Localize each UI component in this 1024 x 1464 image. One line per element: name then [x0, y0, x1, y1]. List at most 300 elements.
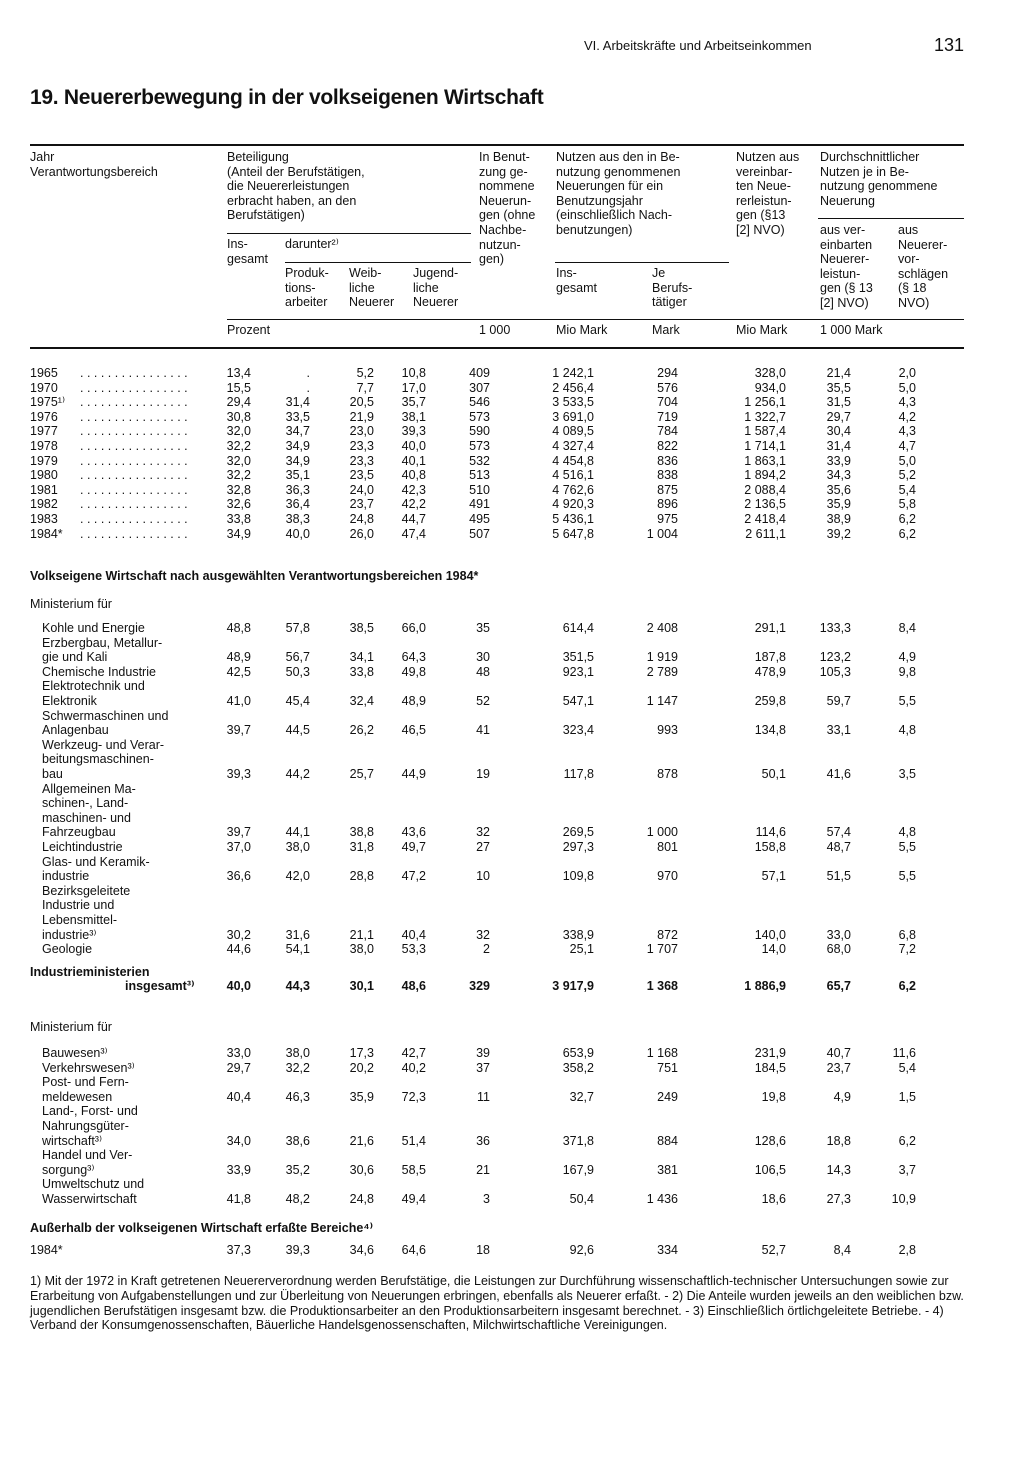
value-cell: 31,8 — [349, 840, 374, 854]
value-cell: 33,1 — [826, 723, 851, 738]
value-cell: 34,9 — [285, 453, 310, 468]
header-nutzen-insgesamt — [556, 266, 597, 295]
unit-tausend: 1 000 — [479, 323, 511, 337]
value-cell: 5,0 — [898, 380, 916, 395]
value-cell: 6,2 — [898, 1133, 916, 1148]
header-line: nommene — [479, 179, 535, 194]
row-label-year: 1978 — [30, 439, 58, 453]
value-cell: 21,4 — [826, 366, 851, 380]
value-cell: 23,5 — [349, 468, 374, 483]
value-cell: 1 004 — [646, 526, 678, 541]
value-cell: 878 — [657, 767, 678, 781]
value-cell: 33,5 — [285, 409, 310, 424]
total-label: insgesamt³⁾ — [125, 979, 195, 994]
value-cell: 14,3 — [826, 1162, 851, 1177]
row-label-area: Anlagenbau — [42, 723, 109, 738]
value-cell: 3 917,9 — [552, 979, 594, 994]
value-cell: 4,8 — [898, 723, 916, 738]
value-cell: 5,2 — [898, 468, 916, 483]
value-cell: 42,3 — [401, 482, 426, 497]
row-label-area: schinen-, Land- — [42, 796, 129, 811]
value-cell: 975 — [657, 512, 678, 526]
value-cell: 896 — [657, 497, 678, 512]
value-cell: 5,4 — [898, 1060, 916, 1075]
header-line: zung ge- — [479, 164, 528, 179]
value-cell: 1 894,2 — [744, 468, 786, 483]
value-cell: 351,5 — [562, 650, 594, 665]
value-cell: 123,2 — [819, 650, 851, 665]
header-line: erbracht haben, an den — [227, 193, 357, 208]
value-cell: 231,9 — [754, 1046, 786, 1060]
value-cell: 2 456,4 — [552, 380, 594, 395]
value-cell: 35,1 — [285, 468, 310, 483]
header-line: Nutzen aus — [736, 150, 800, 164]
value-cell: 48,9 — [401, 694, 426, 708]
value-cell: 751 — [657, 1060, 678, 1075]
value-cell: 19 — [476, 767, 490, 781]
value-cell: 5,5 — [898, 840, 916, 854]
value-cell: 117,8 — [563, 767, 594, 781]
row-label-area: Bauwesen³⁾ — [42, 1046, 108, 1060]
header-produktionsarbeiter — [285, 266, 329, 310]
value-cell: 43,6 — [401, 825, 426, 840]
value-cell: 704 — [657, 395, 678, 410]
value-cell: 28,8 — [349, 869, 374, 884]
value-cell: 3,5 — [898, 767, 916, 781]
value-cell: 513 — [469, 468, 490, 483]
value-cell: 39,7 — [226, 825, 251, 840]
header-line: Produk- — [285, 266, 329, 280]
value-cell: 1 368 — [646, 979, 678, 994]
value-cell: 4 920,3 — [552, 497, 594, 512]
value-cell: 8,4 — [898, 621, 916, 635]
value-cell: 40,7 — [826, 1046, 851, 1060]
row-label-year: 1970 — [30, 380, 58, 395]
value-cell: 2 088,4 — [744, 482, 786, 497]
value-cell: 38,3 — [285, 512, 310, 526]
value-cell: 30,2 — [226, 927, 251, 942]
value-cell: 4 089,5 — [552, 424, 594, 439]
row-label-year: 1981 — [30, 482, 58, 497]
value-cell: 9,8 — [898, 664, 916, 679]
value-cell: 27 — [476, 840, 490, 854]
value-cell: 37 — [476, 1060, 490, 1075]
row-label-area: Leichtindustrie — [42, 840, 123, 854]
value-cell: 32,0 — [226, 453, 251, 468]
value-cell: 872 — [657, 927, 678, 942]
value-cell: 32,2 — [285, 1060, 310, 1075]
value-cell: 72,3 — [401, 1089, 426, 1104]
value-cell: 105,3 — [819, 664, 851, 679]
value-cell: 51,5 — [826, 869, 851, 884]
value-cell: 39,3 — [285, 1243, 310, 1257]
header-line: aus ver- — [820, 223, 866, 237]
value-cell: 6,2 — [898, 512, 916, 526]
value-cell: 40,4 — [401, 927, 426, 942]
value-cell: 44,6 — [226, 942, 251, 957]
value-cell: 56,7 — [285, 650, 310, 665]
value-cell: 48,6 — [401, 979, 426, 994]
value-cell: 4 516,1 — [552, 468, 594, 483]
value-cell: 35,6 — [826, 482, 851, 497]
value-cell: 18,8 — [826, 1133, 851, 1148]
row-label-area: Fahrzeugbau — [42, 825, 116, 840]
value-cell: 50,3 — [285, 664, 310, 679]
value-cell: 547,1 — [562, 694, 594, 708]
header-line: gesamt — [227, 251, 268, 266]
value-cell: 507 — [469, 526, 490, 541]
row-label-area: Nahrungsgüter- — [42, 1119, 129, 1133]
header-line: tätiger — [652, 295, 687, 310]
row-label-area: Schwermaschinen und — [42, 708, 169, 723]
value-cell: 21,1 — [349, 927, 374, 942]
value-cell: 32 — [476, 927, 490, 942]
value-cell: 1 863,1 — [744, 453, 786, 468]
value-cell: 32,0 — [226, 424, 251, 439]
row-label-area: Werkzeug- und Verar- — [42, 737, 165, 752]
value-cell: 934,0 — [754, 380, 786, 395]
value-cell: 2 — [483, 942, 490, 957]
value-cell: 2 418,4 — [744, 512, 786, 526]
value-cell: 59,7 — [826, 694, 851, 708]
value-cell: 371,8 — [562, 1133, 594, 1148]
value-cell: 48,8 — [226, 621, 251, 635]
header-line: Nachbe- — [479, 222, 527, 237]
value-cell: 44,5 — [285, 723, 310, 738]
value-cell: 2 408 — [646, 621, 678, 635]
value-cell: 109,8 — [562, 869, 594, 884]
value-cell: 1 587,4 — [744, 424, 786, 439]
value-cell: 38,9 — [826, 512, 851, 526]
value-cell: 38,0 — [285, 1046, 310, 1060]
row-label-year: 1980 — [30, 468, 58, 483]
value-cell: 7,2 — [898, 942, 916, 957]
value-cell: 184,5 — [754, 1060, 786, 1075]
value-cell: 35,5 — [826, 380, 851, 395]
value-cell: 26,2 — [349, 723, 374, 738]
unit-prozent: Prozent — [227, 323, 271, 337]
header-line: Verantwortungsbereich — [30, 164, 158, 179]
value-cell: 1 714,1 — [744, 439, 786, 453]
value-cell: 34,6 — [349, 1243, 374, 1257]
header-line: vor- — [898, 252, 920, 267]
header-line: NVO) — [898, 295, 930, 310]
row-label-area: Industrie und — [42, 898, 115, 913]
value-cell: 5,8 — [898, 497, 916, 512]
value-cell: 2,0 — [898, 366, 916, 380]
value-cell: 64,6 — [401, 1243, 426, 1257]
leader-dots: . . . . . . . . . . . . . . . . — [80, 424, 188, 439]
value-cell: 58,5 — [401, 1162, 426, 1177]
value-cell: 249 — [657, 1089, 678, 1104]
value-cell: 42,2 — [401, 497, 426, 512]
value-cell: 532 — [469, 453, 490, 468]
header-line: Neuerer- — [898, 237, 948, 252]
value-cell: 37,0 — [226, 840, 251, 854]
value-cell: 54,1 — [285, 942, 310, 957]
value-cell: 30,4 — [826, 424, 851, 439]
header-line: vereinbar- — [736, 164, 793, 179]
value-cell: 5,0 — [898, 453, 916, 468]
value-cell: 573 — [469, 409, 490, 424]
value-cell: 30 — [476, 650, 490, 665]
value-cell: 18,6 — [761, 1192, 786, 1206]
header-line: benutzungen) — [556, 222, 633, 237]
value-cell: 1 919 — [646, 650, 678, 665]
value-cell: 836 — [657, 453, 678, 468]
value-cell: 57,4 — [826, 825, 851, 840]
row-label-area: gie und Kali — [42, 650, 108, 665]
value-cell: 993 — [657, 723, 678, 738]
value-cell: 39,2 — [826, 526, 851, 541]
unit-mio-mark: Mio Mark — [556, 323, 608, 337]
value-cell: 6,8 — [898, 927, 916, 942]
value-cell: 19,8 — [761, 1089, 786, 1104]
value-cell: 49,4 — [401, 1192, 426, 1206]
value-cell: 24,8 — [349, 512, 374, 526]
header-line: Jahr — [30, 150, 55, 164]
value-cell: . — [306, 366, 310, 380]
value-cell: 20,5 — [349, 395, 374, 410]
value-cell: 590 — [469, 424, 490, 439]
value-cell: 39 — [476, 1046, 490, 1060]
value-cell: 34,9 — [285, 439, 310, 453]
value-cell: 36 — [476, 1133, 490, 1148]
value-cell: 24,0 — [349, 482, 374, 497]
value-cell: 2 136,5 — [744, 497, 786, 512]
section-heading-outside: Außerhalb der volkseigenen Wirtschaft erfaßte Bereiche⁴⁾ — [30, 1221, 374, 1235]
header-line: einbarten — [820, 237, 873, 252]
value-cell: 3 — [483, 1192, 490, 1206]
value-cell: 50,4 — [569, 1192, 594, 1206]
row-label-area: Bezirksgeleitete — [42, 883, 131, 898]
value-cell: 510 — [469, 482, 490, 497]
value-cell: 884 — [657, 1133, 678, 1148]
value-cell: 1,5 — [898, 1089, 916, 1104]
value-cell: 40,4 — [226, 1089, 251, 1104]
row-label-area: Allgemeinen Ma- — [42, 781, 136, 796]
value-cell: 42,5 — [226, 664, 251, 679]
header-line: arbeiter — [285, 295, 328, 310]
header-line: Berufs- — [652, 280, 693, 295]
header-line: Je — [652, 266, 666, 280]
header-line: (einschließlich Nach- — [556, 208, 673, 223]
value-cell: 106,5 — [754, 1162, 786, 1177]
value-cell: 291,1 — [754, 621, 786, 635]
value-cell: 4,9 — [898, 650, 916, 665]
header-beteiligung — [227, 150, 365, 223]
leader-dots: . . . . . . . . . . . . . . . . — [80, 439, 188, 453]
header-line: Neuerungen für ein — [556, 179, 664, 194]
leader-dots: . . . . . . . . . . . . . . . . — [80, 468, 188, 483]
row-label-area: Chemische Industrie — [42, 664, 156, 679]
value-cell: 23,7 — [826, 1060, 851, 1075]
value-cell: 51,4 — [401, 1133, 426, 1148]
value-cell: 923,1 — [562, 664, 594, 679]
header-nutzen-je — [652, 266, 692, 310]
value-cell: 32 — [476, 825, 490, 840]
value-cell: 34,7 — [285, 424, 310, 439]
value-cell: 48 — [476, 664, 490, 679]
header-darunter: darunter²⁾ — [285, 237, 339, 251]
value-cell: 1 886,9 — [744, 979, 786, 994]
value-cell: 44,9 — [401, 767, 426, 781]
value-cell: 11,6 — [892, 1046, 916, 1060]
value-cell: 269,5 — [562, 825, 594, 840]
row-label-area: Geologie — [42, 942, 93, 957]
row-label-area: Elektronik — [42, 694, 97, 708]
value-cell: 614,4 — [562, 621, 594, 635]
value-cell: 546 — [469, 395, 490, 410]
value-cell: 31,4 — [826, 439, 851, 453]
value-cell: 35,7 — [401, 395, 426, 410]
value-cell: 5 436,1 — [552, 512, 594, 526]
value-cell: 784 — [657, 424, 678, 439]
header-line: [2] NVO) — [820, 295, 869, 310]
value-cell: 2 789 — [646, 664, 678, 679]
table-title: 19. Neuererbewegung in der volkseigenen Wirtschaft — [30, 86, 544, 109]
value-cell: 167,9 — [562, 1162, 594, 1177]
value-cell: 15,5 — [226, 380, 251, 395]
value-cell: 3,7 — [898, 1162, 916, 1177]
row-label-area: Verkehrswesen³⁾ — [42, 1060, 135, 1075]
value-cell: 114,6 — [755, 825, 786, 840]
value-cell: 822 — [657, 439, 678, 453]
value-cell: 29,7 — [226, 1060, 251, 1075]
value-cell: 40,1 — [401, 453, 426, 468]
row-label-area: meldewesen — [42, 1089, 113, 1104]
value-cell: 35,9 — [826, 497, 851, 512]
header-line: gen (§13 — [736, 208, 786, 223]
row-label-year: 1982 — [30, 497, 58, 512]
header-line: nutzung genommenen — [556, 164, 681, 179]
value-cell: 40,2 — [401, 1060, 426, 1075]
value-cell: 33,9 — [826, 453, 851, 468]
unit-mio-mark-2: Mio Mark — [736, 323, 788, 337]
value-cell: 48,7 — [826, 840, 851, 854]
row-label-area: Elektrotechnik und — [42, 679, 145, 694]
value-cell: 50,1 — [761, 767, 786, 781]
value-cell: 3 691,0 — [552, 409, 594, 424]
value-cell: 576 — [657, 380, 678, 395]
value-cell: 47,4 — [401, 526, 426, 541]
header-line: Jugend- — [413, 266, 459, 280]
section-heading-1984: Volkseigene Wirtschaft nach ausgewählten Verantwortungsbereichen 1984* — [30, 569, 479, 583]
row-label-area: industrie — [42, 869, 90, 884]
value-cell: 128,6 — [754, 1133, 786, 1148]
row-label-area: Land-, Forst- und — [42, 1104, 138, 1119]
value-cell: 25,1 — [569, 942, 594, 957]
header-line: Neuerer- — [820, 252, 870, 267]
value-cell: 338,9 — [562, 927, 594, 942]
value-cell: 21,6 — [349, 1133, 374, 1148]
header-line: die Neuererleistungen — [227, 179, 350, 194]
leader-dots: . . . . . . . . . . . . . . . . — [80, 482, 188, 497]
row-label-area: sorgung³⁾ — [42, 1162, 95, 1177]
value-cell: 8,4 — [833, 1243, 851, 1257]
value-cell: 1 000 — [646, 825, 678, 840]
header-line: (Anteil der Berufstätigen, — [227, 164, 365, 179]
value-cell: 6,2 — [898, 526, 916, 541]
value-cell: 23,3 — [349, 453, 374, 468]
value-cell: 33,8 — [349, 664, 374, 679]
header-line: Neuerun- — [479, 193, 532, 208]
value-cell: 41 — [476, 723, 490, 738]
value-cell: 31,4 — [285, 395, 310, 410]
row-label-area: Wasserwirtschaft — [42, 1192, 137, 1206]
value-cell: 294 — [657, 366, 678, 380]
value-cell: 49,8 — [401, 664, 426, 679]
value-cell: 38,0 — [285, 840, 310, 854]
value-cell: 30,6 — [349, 1162, 374, 1177]
leader-dots: . . . . . . . . . . . . . . . . — [80, 395, 188, 410]
value-cell: 4 762,6 — [552, 482, 594, 497]
row-label-area: Lebensmittel- — [42, 913, 118, 927]
value-cell: 23,7 — [349, 497, 374, 512]
row-label-area: Kohle und Energie — [42, 621, 145, 635]
header-line: Beteiligung — [227, 150, 289, 164]
value-cell: 29,7 — [826, 409, 851, 424]
value-cell: 66,0 — [401, 621, 426, 635]
value-cell: 52 — [476, 694, 490, 708]
unit-mark: Mark — [652, 323, 680, 337]
value-cell: 1 168 — [646, 1046, 678, 1060]
value-cell: 44,1 — [285, 825, 310, 840]
value-cell: 1 707 — [646, 942, 678, 957]
header-line: Durchschnittlicher — [820, 150, 920, 164]
value-cell: 328,0 — [754, 366, 786, 380]
value-cell: 34,3 — [826, 468, 851, 483]
value-cell: 32,2 — [226, 439, 251, 453]
row-label-area: Umweltschutz und — [42, 1177, 145, 1192]
row-label-area: industrie³⁾ — [42, 927, 97, 942]
value-cell: 32,6 — [226, 497, 251, 512]
value-cell: 46,3 — [285, 1089, 310, 1104]
value-cell: 37,3 — [226, 1243, 251, 1257]
value-cell: 307 — [469, 380, 490, 395]
header-line: aus — [898, 223, 919, 237]
value-cell: 39,7 — [226, 723, 251, 738]
row-label-area: wirtschaft³⁾ — [42, 1133, 103, 1148]
value-cell: 801 — [657, 840, 678, 854]
row-label-year: 1983 — [30, 512, 58, 526]
value-cell: 23,3 — [349, 439, 374, 453]
header-line: In Benut- — [479, 150, 530, 164]
header-line: Neuerer — [349, 295, 395, 310]
value-cell: 32,2 — [226, 468, 251, 483]
leader-dots: . . . . . . . . . . . . . . . . — [80, 380, 188, 395]
value-cell: 10,9 — [891, 1192, 916, 1206]
total-label: Industrieministerien — [30, 964, 150, 979]
value-cell: 68,0 — [826, 942, 851, 957]
header-benutzung — [479, 150, 535, 267]
header-line: (§ 18 — [898, 281, 927, 296]
value-cell: 4,3 — [898, 395, 916, 410]
value-cell: 34,0 — [226, 1133, 251, 1148]
value-cell: 92,6 — [569, 1243, 594, 1257]
value-cell: 29,4 — [226, 395, 251, 410]
value-cell: 52,7 — [761, 1243, 786, 1257]
value-cell: 42,7 — [401, 1046, 426, 1060]
value-cell: 65,7 — [826, 979, 851, 994]
value-cell: 33,8 — [226, 512, 251, 526]
row-label-year: 1984* — [30, 1243, 63, 1257]
value-cell: 4,7 — [898, 439, 916, 453]
value-cell: 44,3 — [285, 979, 310, 994]
nutzen-rule — [555, 262, 729, 263]
value-cell: 323,4 — [562, 723, 594, 738]
header-line: Benutzungsjahr — [556, 193, 643, 208]
